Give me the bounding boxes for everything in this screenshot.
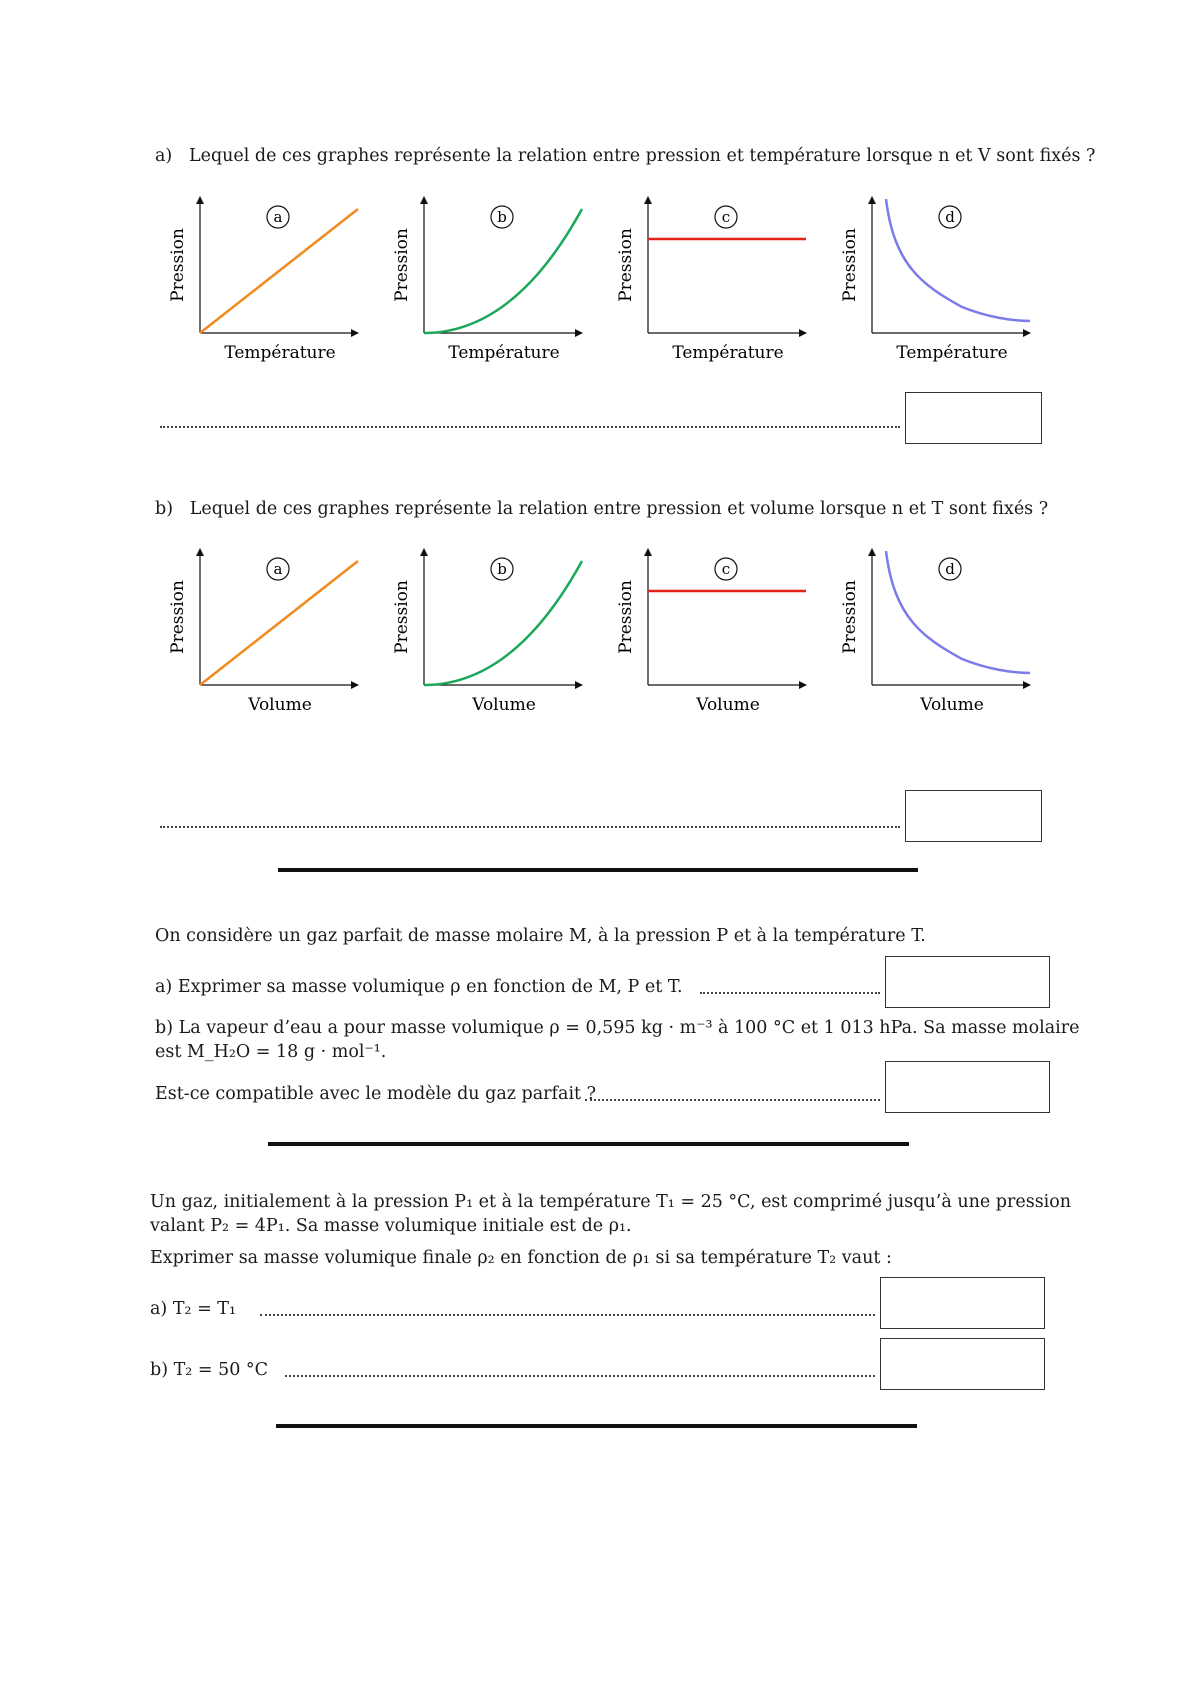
question-2a-text: a) Exprimer sa masse volumique ρ en fonction de M, P et T.: [155, 977, 683, 997]
question-3-line1: Un gaz, initialement à la pression P₁ et à la température T₁ = 25 °C, est comprimé jusqu’à une pression: [150, 1192, 1072, 1212]
y-axis-label: Pression: [392, 580, 412, 654]
graph-1b-panel-c: [616, 549, 806, 715]
question-1b-text: [155, 497, 1048, 521]
x-axis-label: Volume: [248, 695, 312, 715]
graph-1a-panel-c: [616, 197, 806, 363]
y-axis-label: Pression: [840, 228, 860, 302]
y-axis-label: Pression: [616, 228, 636, 302]
graph-1a-panel-b: [392, 197, 582, 363]
question-1a-label: a): [155, 146, 173, 166]
x-axis-label: Température: [672, 343, 784, 363]
panel-letter: b: [497, 208, 507, 226]
panel-letter: c: [721, 560, 731, 578]
y-axis-label: Pression: [840, 580, 860, 654]
graph-1a-panel-a: [168, 197, 358, 363]
graph-1b-panel-b: [392, 549, 582, 715]
panel-letter: c: [721, 208, 731, 226]
answer-box-3b[interactable]: [880, 1338, 1045, 1390]
question-3-line2: valant P₂ = 4P₁. Sa masse volumique initiale est de ρ₁.: [150, 1216, 632, 1236]
question-3a-text: a) T₂ = T₁: [150, 1299, 236, 1319]
y-axis-label: Pression: [168, 580, 188, 654]
answer-line-1b: [160, 826, 900, 828]
panel-letter: b: [497, 560, 507, 578]
curve-inverse: [886, 551, 1030, 673]
answer-box-2b[interactable]: [885, 1061, 1050, 1113]
section-divider-3: [276, 1424, 917, 1428]
x-axis-label: Volume: [920, 695, 984, 715]
panel-letter: d: [945, 560, 955, 578]
panel-letter: a: [273, 208, 283, 226]
question-2b-prompt: Est-ce compatible avec le modèle du gaz parfait ?: [155, 1084, 597, 1104]
answer-line-2b: [585, 1099, 880, 1101]
answer-box-2a[interactable]: [885, 956, 1050, 1008]
graph-1b-panel-d: [840, 549, 1030, 715]
curve-inverse: [886, 199, 1030, 321]
answer-box-1b[interactable]: [905, 790, 1042, 842]
answer-box-1a[interactable]: [905, 392, 1042, 444]
graph-1b-panel-a: [168, 549, 358, 715]
x-axis-label: Volume: [696, 695, 760, 715]
answer-box-3a[interactable]: [880, 1277, 1045, 1329]
question-3b-text: b) T₂ = 50 °C: [150, 1360, 269, 1380]
graphs-row-1a: [150, 195, 1050, 370]
x-axis-label: Température: [896, 343, 1008, 363]
question-2b-line1: b) La vapeur d’eau a pour masse volumique ρ = 0,595 kg · m⁻³ à 100 °C et 1 013 hPa. Sa masse molaire: [155, 1018, 1080, 1038]
y-axis-label: Pression: [616, 580, 636, 654]
x-axis-label: Température: [224, 343, 336, 363]
y-axis-label: Pression: [168, 228, 188, 302]
question-2-intro: On considère un gaz parfait de masse molaire M, à la pression P et à la température T.: [155, 926, 926, 946]
question-2b-line2: est M_H₂O = 18 g · mol⁻¹.: [155, 1042, 387, 1062]
x-axis-label: Volume: [472, 695, 536, 715]
graphs-row-1b: [150, 547, 1050, 722]
question-1b-label: b): [155, 499, 174, 519]
panel-letter: a: [273, 560, 283, 578]
x-axis-label: Température: [448, 343, 560, 363]
section-divider-1: [278, 868, 918, 872]
answer-line-1a: [160, 426, 900, 428]
question-1a-text: [155, 144, 1095, 168]
answer-line-2a: [700, 992, 880, 994]
answer-line-3b: [285, 1375, 875, 1377]
question-3-line3: Exprimer sa masse volumique finale ρ₂ en fonction de ρ₁ si sa température T₂ vaut :: [150, 1248, 892, 1268]
panel-letter: d: [945, 208, 955, 226]
answer-line-3a: [260, 1314, 875, 1316]
question-1a-prompt: Lequel de ces graphes représente la relation entre pression et température lorsque n et V sont fixés ?: [188, 146, 1096, 166]
y-axis-label: Pression: [392, 228, 412, 302]
graph-1a-panel-d: [840, 197, 1030, 363]
question-1b-prompt: Lequel de ces graphes représente la relation entre pression et volume lorsque n et T sont fixés ?: [189, 499, 1049, 519]
section-divider-2: [268, 1142, 909, 1146]
